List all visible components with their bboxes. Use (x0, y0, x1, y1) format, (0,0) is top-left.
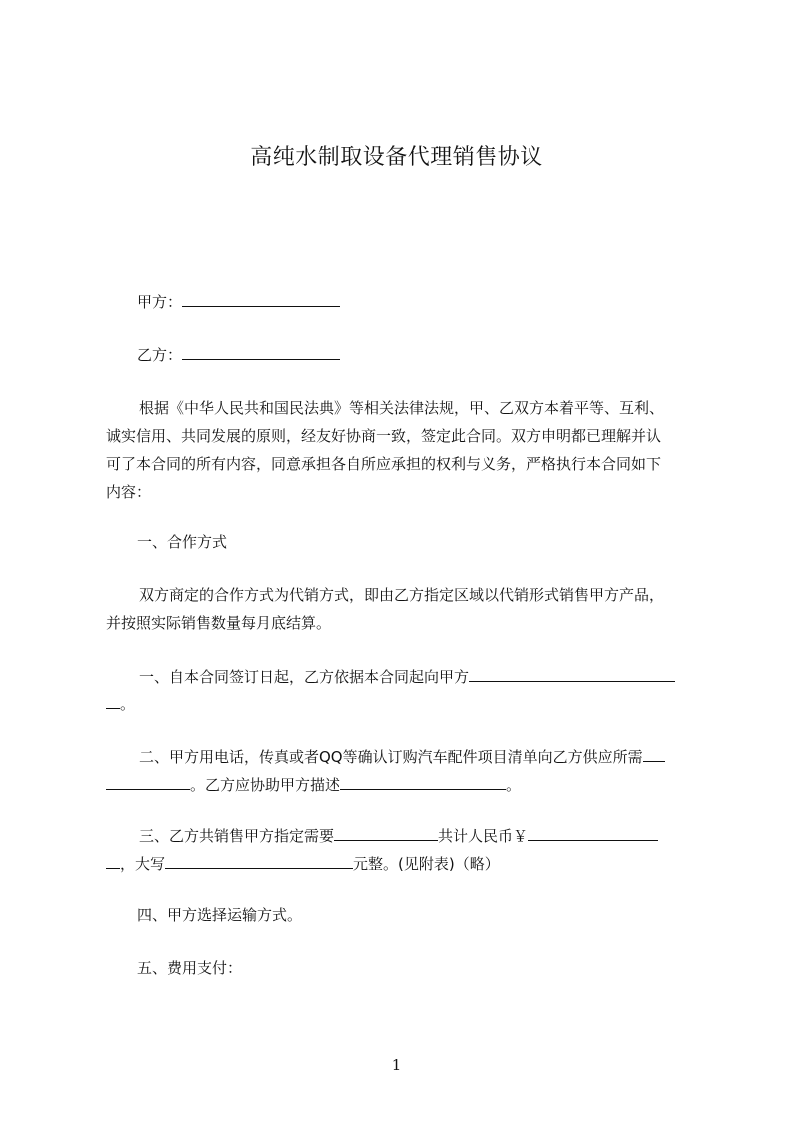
clause-3-blank-quantity (334, 826, 438, 841)
clause-2-text: 二、甲方用电话，传真或者QQ等确认订购汽车配件项目清单向乙方供应所需 (139, 748, 643, 766)
clause-1-line-1 (139, 667, 675, 687)
preamble-line-4: 内容： (106, 483, 152, 501)
party-b-label: 乙方： (137, 346, 183, 364)
party-a-blank (182, 292, 340, 307)
clause-3-line-1 (139, 826, 658, 846)
clause-5: 五、费用支付： (137, 959, 243, 977)
clause-1-end: 。 (120, 695, 136, 713)
party-a-label: 甲方： (137, 293, 183, 311)
section-1-body-line-2: 并按照实际销售数量每月底结算。 (106, 614, 332, 632)
clause-3-line-2 (106, 854, 500, 874)
party-a-line (137, 292, 340, 312)
clause-1-text: 一、自本合同签订日起，乙方依据本合同起向甲方 (139, 668, 470, 686)
party-b-blank (182, 345, 340, 360)
clause-2-end: 。 (506, 776, 522, 794)
party-b-line (137, 345, 340, 365)
clause-2-mid: 。乙方应协助甲方描述 (190, 776, 341, 794)
clause-3-blank-amount (528, 826, 658, 841)
clause-1-line-2 (106, 694, 135, 714)
clause-2-blank-1 (643, 747, 665, 762)
clause-3-blank-words (165, 854, 353, 869)
clause-4: 四、甲方选择运输方式。 (137, 906, 303, 924)
section-1-heading: 一、合作方式 (137, 533, 228, 551)
clause-3-text-b: 共计人民币￥ (438, 827, 529, 845)
clause-2-blank-1-cont (106, 775, 190, 790)
page-number: 1 (391, 1056, 402, 1074)
clause-1-blank (469, 667, 675, 682)
clause-3-text-c: ，大写 (120, 855, 166, 873)
clause-2-line-1 (139, 747, 665, 767)
clause-2-blank-2 (340, 775, 506, 790)
clause-3-blank-amount-cont (106, 854, 120, 869)
section-1-body-line-1: 双方商定的合作方式为代销方式，即由乙方指定区域以代销形式销售甲方产品， (139, 586, 665, 604)
clause-3-text-a: 三、乙方共销售甲方指定需要 (139, 827, 335, 845)
clause-1-blank-cont (106, 694, 120, 709)
clause-3-text-d: 元整。(见附表)（略） (353, 855, 500, 873)
preamble-line-2: 诚实信用、共同发展的原则，经友好协商一致，签定此合同。双方申明都已理解并认 (106, 427, 662, 445)
preamble-line-1: 根据《中华人民共和国民法典》等相关法律法规，甲、乙双方本着平等、互利、 (139, 399, 665, 417)
document-title: 高纯水制取设备代理销售协议 (250, 145, 543, 170)
preamble-line-3: 可了本合同的所有内容，同意承担各自所应承担的权利与义务，严格执行本合同如下 (106, 455, 662, 473)
clause-2-line-2 (106, 775, 521, 795)
